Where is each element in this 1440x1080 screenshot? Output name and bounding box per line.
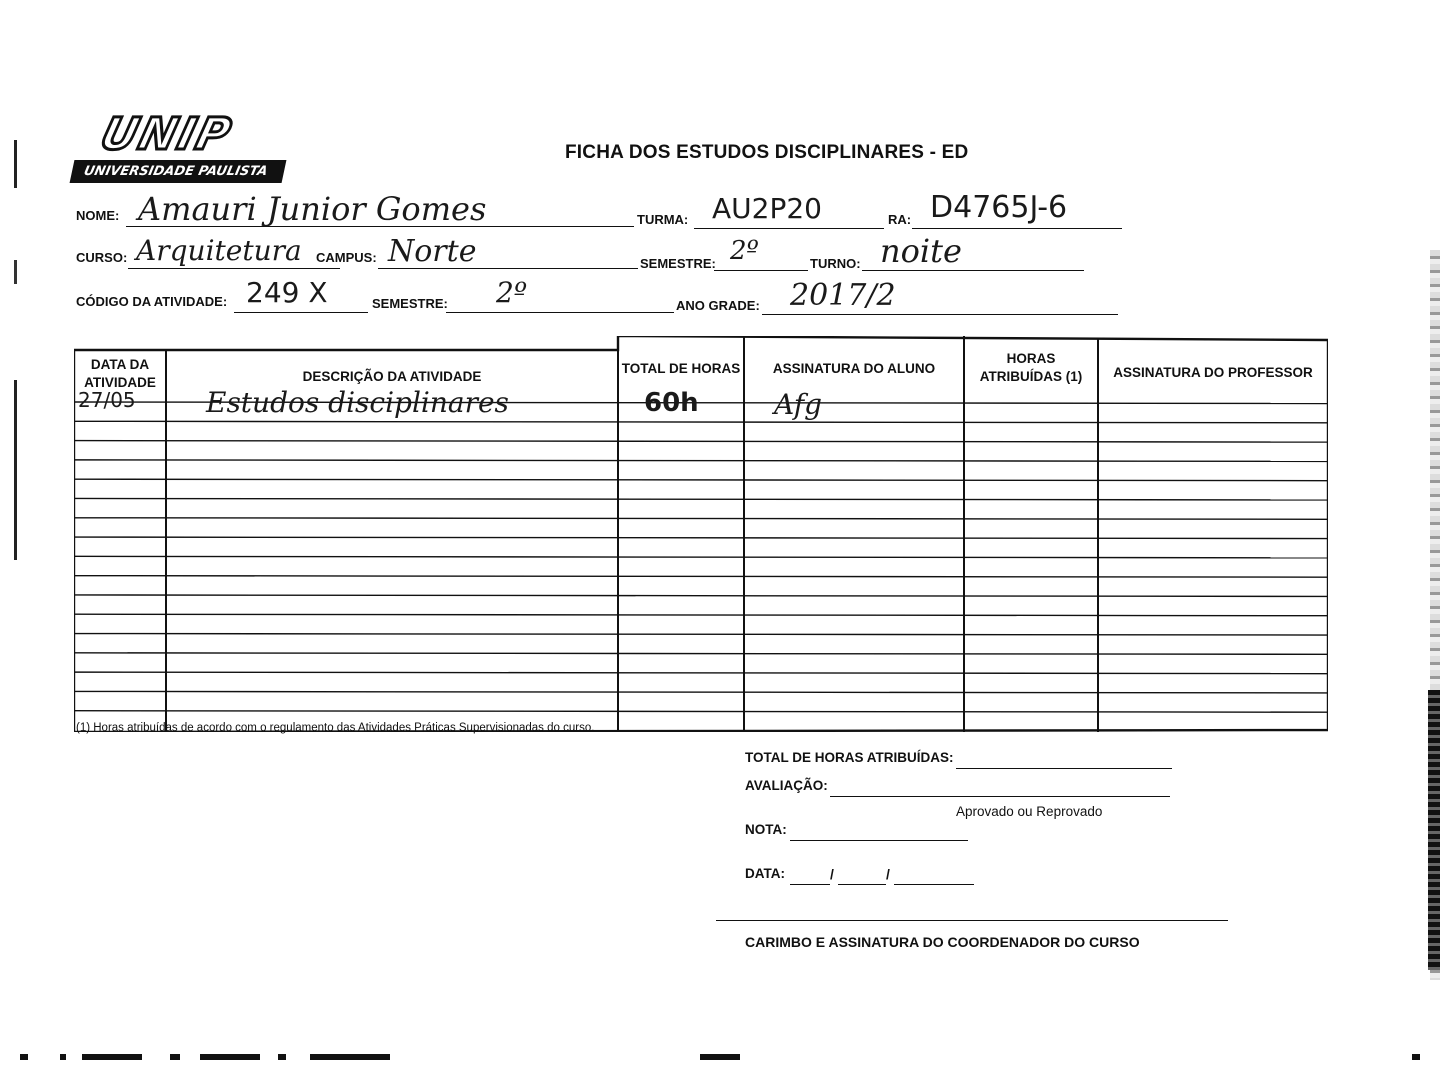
nome-value[interactable]: Amauri Junior Gomes: [138, 190, 487, 228]
total-horas-atribuidas-label: TOTAL DE HORAS ATRIBUÍDAS:: [745, 750, 954, 765]
date-slash-icon: /: [886, 866, 890, 882]
scan-edge-artifact: [1428, 690, 1440, 970]
turno-value[interactable]: noite: [880, 232, 962, 270]
row1-data[interactable]: 27/05: [78, 388, 136, 412]
semestre-top-line: [714, 270, 808, 271]
col-header-horas-atribuidas: [964, 350, 1098, 386]
col-header-data: [74, 356, 166, 392]
data-label: DATA:: [745, 866, 785, 881]
logo-tagline: UNIVERSIDADE PAULISTA: [70, 160, 287, 183]
table-row-line: [74, 556, 1328, 558]
col-header-assinatura-aluno: ASSINATURA DO ALUNO: [772, 361, 936, 376]
row1-descricao[interactable]: Estudos disciplinares: [206, 386, 509, 419]
curso-value[interactable]: Arquitetura: [136, 234, 302, 267]
table-row-line: [74, 672, 1328, 674]
ano-grade-label: ANO GRADE:: [676, 298, 760, 313]
data-date-blanks[interactable]: [790, 866, 976, 886]
turma-label: TURMA:: [637, 212, 689, 227]
ra-value[interactable]: D4765J-6: [930, 190, 1068, 225]
coordenador-signature-line[interactable]: [716, 920, 1228, 921]
table-row-line: [74, 653, 1328, 655]
curso-label: CURSO:: [76, 250, 128, 265]
ano-grade-line: [762, 314, 1118, 315]
semestre-label: SEMESTRE:: [372, 296, 448, 311]
turno-line: [862, 270, 1084, 271]
row1-total-horas[interactable]: 60h: [644, 388, 699, 418]
col-header-assinatura-professor: ASSINATURA DO PROFESSOR: [1113, 365, 1313, 380]
scan-edge-artifact: [14, 140, 17, 740]
table-row-line: [74, 537, 1328, 539]
turma-line: [694, 228, 884, 229]
scan-bottom-artifact: [20, 1052, 1420, 1062]
activity-table: [74, 336, 1328, 732]
row1-assinatura-aluno[interactable]: Afg: [774, 388, 823, 421]
table-row-line: [74, 595, 1328, 597]
semestre-top-label: SEMESTRE:: [640, 256, 716, 271]
ra-line: [912, 228, 1122, 229]
col-header-data-line1: DATA DA: [90, 357, 150, 372]
data-month-line: [838, 884, 886, 885]
col-header-descricao: DESCRIÇÃO DA ATIVIDADE: [302, 369, 482, 384]
campus-label: CAMPUS:: [316, 250, 377, 265]
col-header-horas-line2: ATRIBUÍDAS (1): [979, 369, 1083, 384]
table-row-line: [74, 614, 1328, 616]
unip-logo: [72, 109, 292, 183]
turma-value[interactable]: AU2P20: [712, 192, 822, 225]
table-row-line: [74, 518, 1328, 520]
table-row-line: [74, 711, 1328, 713]
data-day-line: [790, 884, 830, 885]
logo-wordmark: UNIP: [95, 109, 238, 160]
curso-line: [128, 268, 340, 269]
semestre-top-value[interactable]: 2º: [730, 236, 759, 266]
col-header-horas-line1: HORAS: [1006, 351, 1056, 366]
campus-value[interactable]: Norte: [388, 234, 477, 269]
semestre-line: [446, 312, 674, 313]
nota-label: NOTA:: [745, 822, 787, 837]
avaliacao-label: AVALIAÇÃO:: [745, 778, 828, 793]
table-row-line: [74, 421, 1328, 423]
ra-label: RA:: [888, 212, 912, 227]
data-year-line: [894, 884, 974, 885]
form-title: FICHA DOS ESTUDOS DISCIPLINARES - ED: [565, 142, 969, 163]
table-row-line: [74, 498, 1328, 500]
col-header-data-line2: ATIVIDADE: [84, 375, 156, 390]
avaliacao-note: Aprovado ou Reprovado: [956, 804, 1103, 819]
table-row-line: [74, 576, 1328, 578]
date-slash-icon: /: [830, 866, 834, 882]
table-row-line: [74, 479, 1328, 481]
nome-label: NOME:: [76, 208, 120, 223]
table-row-line: [74, 634, 1328, 636]
codigo-line: [234, 312, 368, 313]
avaliacao-line[interactable]: [830, 796, 1170, 797]
semestre-value[interactable]: 2º: [496, 276, 527, 309]
nota-line[interactable]: [790, 840, 968, 841]
col-header-total-horas: TOTAL DE HORAS: [621, 361, 741, 376]
table-row-line: [74, 691, 1328, 693]
total-horas-atribuidas-line[interactable]: [956, 768, 1172, 769]
turno-label: TURNO:: [810, 256, 861, 271]
codigo-label: CÓDIGO DA ATIVIDADE:: [76, 294, 228, 309]
table-row-line: [74, 441, 1328, 443]
table-row-line: [74, 460, 1328, 462]
table-footnote: (1) Horas atribuídas de acordo com o regulamento das Atividades Práticas Supervisionadas do curso.: [76, 722, 595, 734]
coordenador-label: CARIMBO E ASSINATURA DO COORDENADOR DO CURSO: [745, 934, 1140, 950]
codigo-value[interactable]: 249 X: [246, 276, 328, 309]
ano-grade-value[interactable]: 2017/2: [790, 278, 896, 313]
